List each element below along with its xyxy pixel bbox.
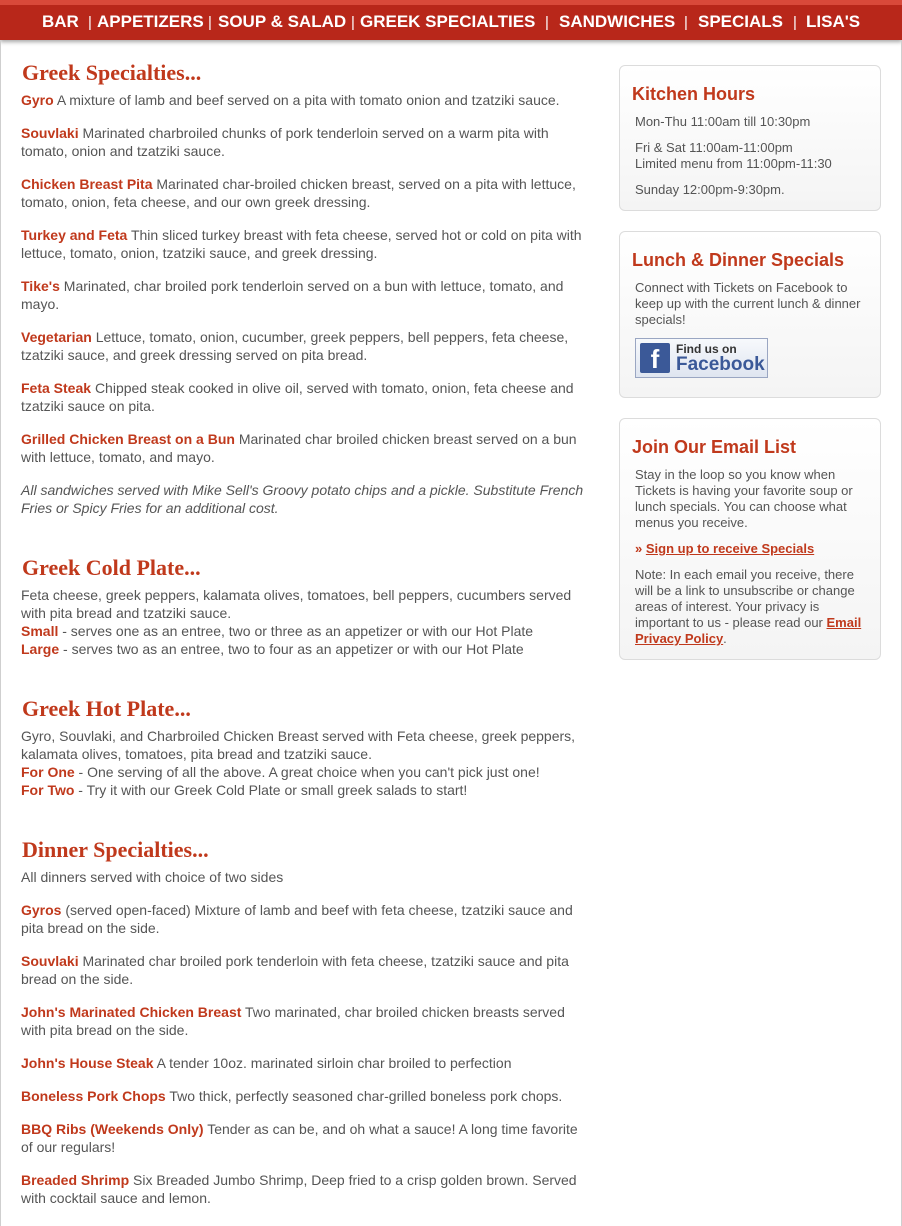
signup-line — [632, 541, 868, 557]
page-border-left — [0, 40, 1, 1226]
nav-item-specials[interactable]: SPECIALS — [698, 12, 784, 31]
nav-separator: | — [545, 14, 549, 31]
specials-text: Connect with Tickets on Facebook to keep up with the current lunch & dinner specials! — [635, 280, 861, 327]
menu-item — [21, 175, 587, 211]
menu-item-name: Vegetarian — [21, 329, 92, 345]
size-option — [21, 622, 587, 640]
section-title-dinner-specialties: Dinner Specialties... — [22, 837, 209, 862]
menu-item-name: Turkey and Feta — [21, 227, 128, 243]
menu-item-name: Grilled Chicken Breast on a Bun — [21, 431, 235, 447]
size-name: Large — [21, 641, 60, 657]
menu-item — [21, 277, 587, 313]
email-list-title: Join Our Email List — [632, 437, 797, 457]
email-list-box — [619, 418, 881, 660]
menu-item-name: John's Marinated Chicken Breast — [21, 1004, 242, 1020]
signup-link[interactable]: Sign up to receive Specials — [645, 541, 815, 556]
kitchen-hours-title: Kitchen Hours — [632, 84, 756, 104]
menu-item-name: Gyro — [21, 92, 54, 108]
menu-item-desc: Marinated char broiled pork tenderloin with feta cheese, tzatziki sauce and pita bread on the side. — [21, 953, 569, 987]
menu-item-name: Gyros — [21, 902, 62, 918]
menu-item-desc: (served open-faced) Mixture of lamb and beef with feta cheese, tzatziki sauce and pita bread on the side. — [21, 902, 573, 936]
cold-plate-description: Feta cheese, greek peppers, kalamata olives, tomatoes, bell peppers, cucumbers served with pita bread and tzatziki sauce. — [21, 587, 572, 621]
menu-item-desc: Marinated charbroiled chunks of pork tenderloin served on a warm pita with tomato, onion and tzatziki sauce. — [21, 125, 549, 159]
size-option — [21, 640, 587, 658]
menu-item-desc: Two thick, perfectly seasoned char-grilled boneless pork chops. — [169, 1088, 563, 1104]
menu-item-name: Boneless Pork Chops — [21, 1088, 166, 1104]
hours-line: Mon-Thu 11:00am till 10:30pm — [635, 114, 811, 129]
size-option — [21, 763, 587, 781]
nav-item-appetizers[interactable]: APPETIZERS — [97, 12, 204, 31]
menu-content — [21, 60, 587, 1222]
email-list-text: Stay in the loop so you know when Tickets is having your favorite soup or lunch specials. You can choose what menus you receive. — [635, 467, 853, 530]
nav-item-sandwiches[interactable]: SANDWICHES — [559, 12, 676, 31]
sandwich-note: All sandwiches served with Mike Sell's Groovy potato chips and a pickle. Substitute French Fries or Spicy Fries for an additional cost. — [21, 482, 584, 516]
menu-item-name: Feta Steak — [21, 380, 92, 396]
menu-item-desc: A tender 10oz. marinated sirloin char broiled to perfection — [156, 1055, 512, 1071]
menu-item-name: Tike's — [21, 278, 60, 294]
menu-item-name: Chicken Breast Pita — [21, 176, 153, 192]
menu-item — [21, 901, 587, 937]
menu-item — [21, 1087, 587, 1105]
menu-item-desc: Lettuce, tomato, onion, cucumber, greek peppers, bell peppers, feta cheese, tzatziki sauce, and greek dressing served on pita bread. — [21, 329, 569, 363]
privacy-note — [632, 567, 868, 647]
size-option — [21, 781, 587, 799]
size-name: For One — [21, 764, 75, 780]
menu-item-desc: Marinated char-broiled chicken breast, served on a pita with lettuce, tomato, onion, feta cheese, and our own greek dressing. — [21, 176, 576, 210]
privacy-note-period: . — [723, 631, 727, 646]
facebook-button-bottom-text: Facebook — [676, 354, 765, 375]
sidebar — [619, 65, 881, 680]
nav-separator: | — [351, 14, 355, 31]
privacy-note-text: Note: In each email you receive, there will be a link to unsubscribe or change areas of interest. Your privacy is important to us - please read our — [635, 567, 855, 630]
hot-plate-description: Gyro, Souvlaki, and Charbroiled Chicken Breast served with Feta cheese, greek peppers, kalamata olives, tomatoes, pita bread and tzatziki sauce. — [21, 728, 576, 762]
facebook-button[interactable] — [635, 338, 768, 378]
menu-item — [21, 226, 587, 262]
menu-item-name: Breaded Shrimp — [21, 1172, 130, 1188]
menu-item-desc: Two marinated, char broiled chicken breasts served with pita bread on the side. — [21, 1004, 565, 1038]
menu-item-desc: Six Breaded Jumbo Shrimp, Deep fried to a crisp golden brown. Served with cocktail sauce and lemon. — [21, 1172, 577, 1206]
size-desc: - Try it with our Greek Cold Plate or small greek salads to start! — [74, 782, 468, 798]
menu-item — [21, 952, 587, 988]
section-title-greek-cold-plate: Greek Cold Plate... — [22, 555, 201, 580]
nav-item-soup-salad[interactable]: SOUP & SALAD — [218, 12, 347, 31]
menu-item-desc: A mixture of lamb and beef served on a pita with tomato onion and tzatziki sauce. — [56, 92, 560, 108]
menu-item-desc: Thin sliced turkey breast with feta cheese, served hot or cold on pita with lettuce, tomato, onion, tzatziki sauce, and greek dressing. — [21, 227, 582, 261]
nav-separator: | — [684, 14, 688, 31]
section-title-greek-hot-plate: Greek Hot Plate... — [22, 696, 191, 721]
menu-item — [21, 328, 587, 364]
hours-line: Sunday 12:00pm-9:30pm. — [635, 182, 785, 197]
nav-item-bar[interactable]: BAR — [42, 12, 79, 31]
specials-box — [619, 231, 881, 398]
menu-item — [21, 1120, 587, 1156]
nav-item-greek-specialties[interactable]: GREEK SPECIALTIES — [360, 12, 536, 31]
privacy-policy-link[interactable]: Email Privacy Policy — [635, 615, 862, 646]
menu-item — [21, 379, 587, 415]
facebook-button-top-text: Find us on — [676, 342, 737, 356]
dinner-intro: All dinners served with choice of two sides — [21, 869, 284, 885]
menu-item-desc: Marinated char broiled chicken breast served on a bun with lettuce, tomato, and mayo. — [21, 431, 577, 465]
menu-item — [21, 430, 587, 466]
menu-item — [21, 1054, 587, 1072]
nav-separator: | — [793, 14, 797, 31]
facebook-icon: f — [640, 343, 670, 373]
nav-separator: | — [88, 14, 92, 31]
menu-item-name: Souvlaki — [21, 953, 79, 969]
menu-item — [21, 1003, 587, 1039]
menu-item — [21, 91, 587, 109]
size-name: Small — [21, 623, 59, 639]
nav-item-lisas[interactable]: LISA'S — [806, 12, 861, 31]
kitchen-hours-box — [619, 65, 881, 211]
nav-separator: | — [208, 14, 212, 31]
menu-item — [21, 1171, 587, 1207]
raquo-icon: » — [635, 541, 643, 556]
size-desc: - serves one as an entree, two or three as an appetizer or with our Hot Plate — [58, 623, 534, 639]
size-desc: - serves two as an entree, two to four as an appetizer or with our Hot Plate — [59, 641, 524, 657]
menu-item-desc: Chipped steak cooked in olive oil, served with tomato, onion, feta cheese and tzatziki sauce on pita. — [21, 380, 574, 414]
hours-line: Fri & Sat 11:00am-11:00pm — [635, 140, 793, 155]
menu-item-name: John's House Steak — [21, 1055, 154, 1071]
menu-item-name: Souvlaki — [21, 125, 79, 141]
top-nav-bar — [0, 0, 902, 40]
menu-item-desc: Marinated, char broiled pork tenderloin served on a bun with lettuce, tomato, and mayo. — [21, 278, 564, 312]
specials-title: Lunch & Dinner Specials — [632, 250, 845, 270]
menu-item — [21, 124, 587, 160]
section-title-greek-specialties: Greek Specialties... — [22, 60, 202, 85]
menu-item-desc: Tender as can be, and oh what a sauce! A long time favorite of our regulars! — [21, 1121, 578, 1155]
size-desc: - One serving of all the above. A great choice when you can't pick just one! — [74, 764, 540, 780]
size-name: For Two — [21, 782, 75, 798]
menu-item-name: BBQ Ribs (Weekends Only) — [21, 1121, 204, 1137]
hours-line: Limited menu from 11:00pm-11:30 — [635, 156, 832, 171]
